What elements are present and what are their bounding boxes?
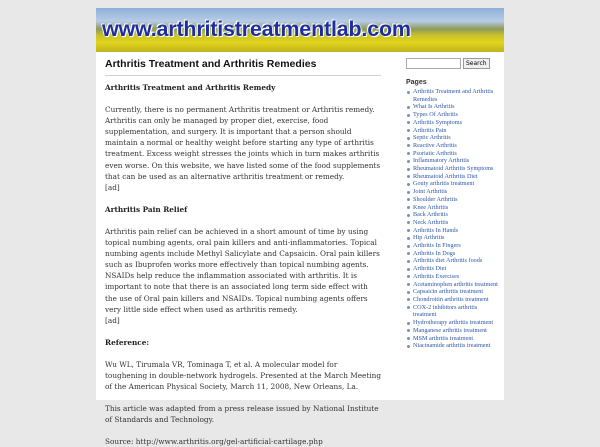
sidebar-page-link[interactable]: Hydrotherapy arthritis treatment xyxy=(406,319,498,327)
section-heading-remedy: Arthritis Treatment and Arthritis Remedy xyxy=(105,83,276,92)
bullet-icon xyxy=(407,329,410,332)
bullet-icon xyxy=(407,144,410,147)
bullet-icon xyxy=(407,198,410,201)
bullet-icon xyxy=(407,345,410,348)
paragraph-source: Source: http://www.arthritis.org/gel-artificial-cartilage.php xyxy=(105,437,323,447)
bullet-icon xyxy=(407,283,410,286)
sidebar-page-link[interactable]: Arthritis In Fingers xyxy=(406,242,498,250)
post-body xyxy=(105,82,381,447)
bullet-icon xyxy=(407,298,410,301)
search-button[interactable]: Search xyxy=(463,58,490,69)
sidebar-page-link[interactable]: Chondroitin arthritis treatment xyxy=(406,296,498,304)
ad-placeholder-2: [ad] xyxy=(105,315,120,325)
bullet-icon xyxy=(407,106,410,109)
sidebar-page-link[interactable]: Hip Arthritis xyxy=(406,234,498,242)
sidebar-page-link[interactable]: Rheumatoid Arthritis Symptoms xyxy=(406,165,498,173)
bullet-icon xyxy=(407,168,410,171)
site-brand[interactable]: www.arthritistreatmentlab.com xyxy=(102,17,411,41)
sidebar-page-link[interactable]: COX-2 inhibitors arthritis treatment xyxy=(406,304,498,319)
sidebar-page-link[interactable]: Arthritis Pain xyxy=(406,127,498,135)
pages-heading: Pages xyxy=(406,79,427,86)
sidebar-page-link[interactable]: Neck Arthritis xyxy=(406,219,498,227)
bullet-icon xyxy=(407,152,410,155)
section-heading-reference: Reference: xyxy=(105,337,150,347)
sidebar xyxy=(406,58,498,350)
bullet-icon xyxy=(407,121,410,124)
paragraph-intro: Currently, there is no permanent Arthritis treatment or Arthritis remedy. Arthritis can only be managed by proper diet, exercise, food supplementation, and surgery. It is important that a person should maintain a normal or healthy weight before starting any type of arthritis treatment. Excess weight stresses the joints which in turn makes arthritis even worse. On this website, we have listed some of the food supplements that can be used as an alternative arthritis treatment or remedy. xyxy=(105,105,381,181)
sidebar-page-link[interactable]: Niacinamide arthritis treatment xyxy=(406,342,498,350)
search-input[interactable] xyxy=(406,58,461,69)
post-title[interactable]: Arthritis Treatment and Arthritis Remedies xyxy=(105,58,381,76)
sidebar-page-link[interactable]: What Is Arthritis xyxy=(406,103,498,111)
sidebar-page-link[interactable]: Arthritis In Hands xyxy=(406,227,498,235)
sidebar-page-link[interactable]: Back Arthritis xyxy=(406,211,498,219)
sidebar-page-link[interactable]: Arthritis Exercises xyxy=(406,273,498,281)
sidebar-page-link[interactable]: Types Of Arthritis xyxy=(406,111,498,119)
bullet-icon xyxy=(407,191,410,194)
page-container xyxy=(96,8,504,447)
ad-placeholder: [ad] xyxy=(105,182,120,192)
bullet-icon xyxy=(407,175,410,178)
bullet-icon xyxy=(407,129,410,132)
bullet-icon xyxy=(407,260,410,263)
sidebar-page-link[interactable]: MSM arthritis treatment xyxy=(406,335,498,343)
sidebar-page-link[interactable]: Inflammatory Arthritis xyxy=(406,157,498,165)
sidebar-page-link[interactable]: Arthritis Diet xyxy=(406,265,498,273)
paragraph-reference: Wu WL, Tirumala VR, Tominaga T, et al. A molecular model for toughening in double-network hydrogels. Presented at the March Meeting of the American Physical Society, March 11, 2008, New Orleans, La. xyxy=(105,359,381,392)
bullet-icon xyxy=(407,337,410,340)
bullet-icon xyxy=(407,114,410,117)
paragraph-press-release: This article was adapted from a press release issued by National Institute of Standards and Technology. xyxy=(105,404,379,425)
bullet-icon xyxy=(407,91,410,94)
sidebar-page-link[interactable]: Shoulder Arthritis xyxy=(406,196,498,204)
bullet-icon xyxy=(407,291,410,294)
sidebar-page-link[interactable]: Septic Arthritis xyxy=(406,134,498,142)
sidebar-page-link[interactable]: Psoriatic Arthritis xyxy=(406,150,498,158)
search-form xyxy=(406,58,498,69)
sidebar-page-link[interactable]: Arthritis Symptoms xyxy=(406,119,498,127)
bullet-icon xyxy=(407,214,410,217)
bullet-icon xyxy=(407,160,410,163)
bullet-icon xyxy=(407,183,410,186)
bullet-icon xyxy=(407,237,410,240)
sidebar-page-link[interactable]: Gouty arthritis treatment xyxy=(406,180,498,188)
sidebar-page-link[interactable]: Acetaminophen arthritis treatment xyxy=(406,281,498,289)
bullet-icon xyxy=(407,306,410,309)
bullet-icon xyxy=(407,137,410,140)
sidebar-page-link[interactable]: Arthritis Treatment and Arthritis Remedies xyxy=(406,88,498,103)
sidebar-page-link[interactable]: Rheumatoid Arthritis Diet xyxy=(406,173,498,181)
bullet-icon xyxy=(407,275,410,278)
section-heading-pain-relief: Arthritis Pain Relief xyxy=(105,204,188,214)
bullet-icon xyxy=(407,252,410,255)
main-content xyxy=(105,58,381,447)
bullet-icon xyxy=(407,268,410,271)
sidebar-page-link[interactable]: Reactive Arthritis xyxy=(406,142,498,150)
paragraph-pain-relief: Arthritis pain relief can be achieved in a short amount of time by using topical numbing agents, oral pain killers and anti-inflammatories. Topical numbing agents include Methyl Salicylate and Capsaicin. Oral pain killers such as Ibuprofen works more effectively than topical numbing agents. NSAIDs help reduce the inflammation associated with arthritis. It is important to note that there is an associated long term side effect with the use of Oral pain killers and NSAIDs. Topical numbing agents offers very little side effect when used as arthritis remedy. xyxy=(105,226,380,314)
bullet-icon xyxy=(407,206,410,209)
bullet-icon xyxy=(407,245,410,248)
sidebar-page-link[interactable]: Arthritis In Dogs xyxy=(406,250,498,258)
bullet-icon xyxy=(407,221,410,224)
sidebar-page-link[interactable]: Capsaicin arthritis treatment xyxy=(406,288,498,296)
sidebar-page-link[interactable]: Knee Arthritis xyxy=(406,204,498,212)
header-banner[interactable] xyxy=(96,8,504,52)
bullet-icon xyxy=(407,229,410,232)
sidebar-page-link[interactable]: Manganese arthritis treatment xyxy=(406,327,498,335)
sidebar-page-link[interactable]: Arthritis diet Arthritis foods xyxy=(406,257,498,265)
sidebar-page-link[interactable]: Joint Arthritis xyxy=(406,188,498,196)
bullet-icon xyxy=(407,322,410,325)
pages-list xyxy=(406,88,498,350)
